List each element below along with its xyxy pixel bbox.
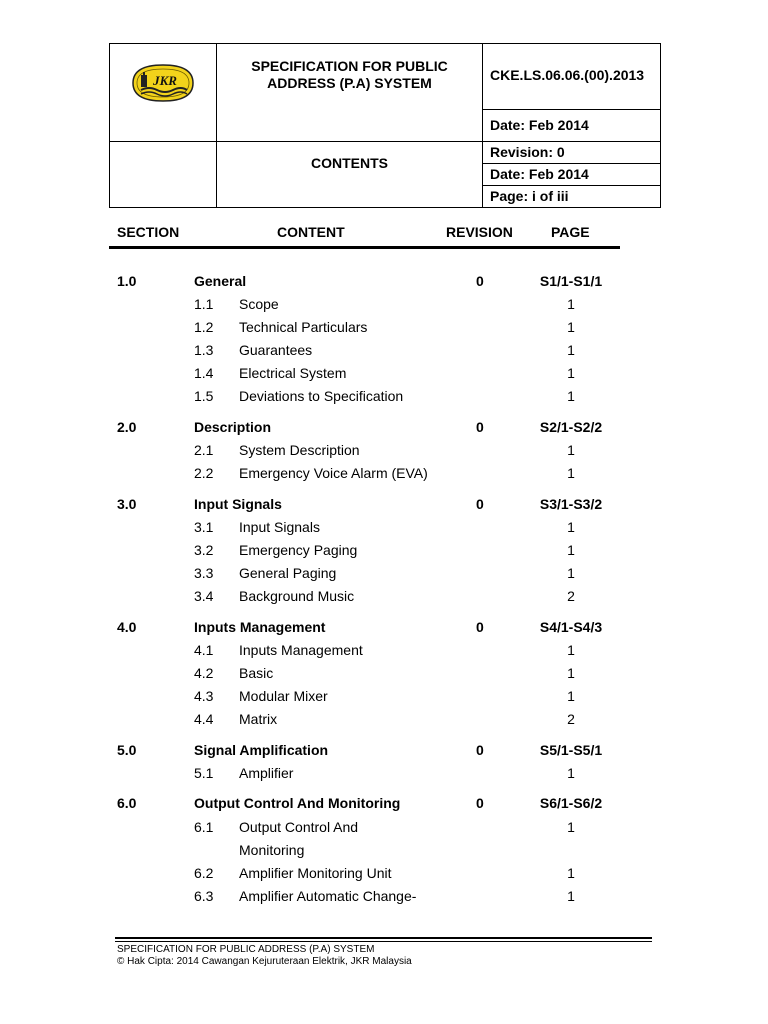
- item-title: Output Control And: [239, 819, 359, 835]
- section-number: 3.0: [117, 496, 137, 512]
- item-page: 1: [567, 688, 575, 704]
- section-title: Inputs Management: [194, 619, 326, 635]
- item-title: General Paging: [239, 565, 337, 581]
- item-page: 2: [567, 711, 575, 727]
- section-revision: 0: [476, 619, 484, 635]
- item-number: 1.3: [194, 342, 214, 358]
- section-page: S2/1-S2/2: [539, 419, 603, 435]
- section-page: S1/1-S1/1: [539, 273, 603, 289]
- section-number: 2.0: [117, 419, 137, 435]
- section-number: 4.0: [117, 619, 137, 635]
- item-title: Deviations to Specification: [239, 388, 404, 404]
- item-page: 1: [567, 342, 575, 358]
- item-page: 1: [567, 819, 575, 835]
- contents-label: CONTENTS: [311, 155, 388, 171]
- section-revision: 0: [476, 742, 484, 758]
- logo-text: JKR: [153, 73, 177, 88]
- item-number: 3.2: [194, 542, 214, 558]
- section-title: General: [194, 273, 247, 289]
- item-page: 1: [567, 888, 575, 904]
- item-number: 1.1: [194, 296, 214, 312]
- section-page: S5/1-S5/1: [539, 742, 603, 758]
- item-number: 2.2: [194, 465, 214, 481]
- header-divider: [482, 163, 660, 164]
- item-page: 1: [567, 542, 575, 558]
- item-number: 3.4: [194, 588, 214, 604]
- column-header-revision: REVISION: [446, 224, 513, 240]
- title-line: ADDRESS (P.A) SYSTEM: [267, 75, 432, 91]
- header-divider: [110, 141, 660, 142]
- item-page: 1: [567, 319, 575, 335]
- item-page: 1: [567, 565, 575, 581]
- section-title: Signal Amplification: [194, 742, 329, 758]
- footer-rule: [115, 941, 652, 942]
- page-label: Page: i of iii: [490, 188, 569, 204]
- item-number: 4.3: [194, 688, 214, 704]
- section-page: S3/1-S3/2: [539, 496, 603, 512]
- section-page: S4/1-S4/3: [539, 619, 603, 635]
- item-number: 6.3: [194, 888, 214, 904]
- item-title: Emergency Voice Alarm (EVA): [239, 465, 428, 481]
- item-page: 1: [567, 365, 575, 381]
- item-number: 4.4: [194, 711, 214, 727]
- item-number: 3.3: [194, 565, 214, 581]
- footer-rule: [115, 937, 652, 939]
- item-title: Background Music: [239, 588, 355, 604]
- section-title: Input Signals: [194, 496, 282, 512]
- item-title-continued: Monitoring: [239, 842, 305, 858]
- date-label: Date: Feb 2014: [490, 166, 589, 182]
- section-revision: 0: [476, 795, 484, 811]
- item-number: 1.4: [194, 365, 214, 381]
- item-page: 2: [567, 588, 575, 604]
- footer-copyright: © Hak Cipta: 2014 Cawangan Kejuruteraan Elektrik, JKR Malaysia: [117, 956, 412, 967]
- item-number: 4.1: [194, 642, 214, 658]
- item-number: 4.2: [194, 665, 214, 681]
- header-divider: [482, 109, 660, 110]
- item-title: Amplifier Monitoring Unit: [239, 865, 392, 881]
- document-code: CKE.LS.06.06.(00).2013: [490, 67, 645, 83]
- header-divider: [482, 185, 660, 186]
- item-title: Amplifier: [239, 765, 294, 781]
- item-title: Amplifier Automatic Change-: [239, 888, 417, 904]
- item-page: 1: [567, 296, 575, 312]
- item-title: Scope: [239, 296, 279, 312]
- item-page: 1: [567, 665, 575, 681]
- document-title: [217, 58, 482, 92]
- item-page: 1: [567, 519, 575, 535]
- section-number: 1.0: [117, 273, 137, 289]
- item-page: 1: [567, 642, 575, 658]
- section-number: 5.0: [117, 742, 137, 758]
- item-number: 1.2: [194, 319, 214, 335]
- column-header-content: CONTENT: [277, 224, 345, 240]
- header-divider: [482, 44, 483, 207]
- section-page: S6/1-S6/2: [539, 795, 603, 811]
- title-line: SPECIFICATION FOR PUBLIC: [251, 58, 448, 74]
- footer-title: SPECIFICATION FOR PUBLIC ADDRESS (P.A) SYSTEM: [117, 944, 375, 955]
- item-title: Emergency Paging: [239, 542, 358, 558]
- item-title: System Description: [239, 442, 360, 458]
- item-number: 1.5: [194, 388, 214, 404]
- jkr-logo: [129, 61, 197, 105]
- section-revision: 0: [476, 273, 484, 289]
- document-header-table: [109, 43, 661, 208]
- column-header-section: SECTION: [117, 224, 180, 240]
- item-page: 1: [567, 388, 575, 404]
- item-title: Matrix: [239, 711, 278, 727]
- item-number: 2.1: [194, 442, 214, 458]
- item-title: Electrical System: [239, 365, 347, 381]
- item-page: 1: [567, 465, 575, 481]
- item-title: Inputs Management: [239, 642, 363, 658]
- section-revision: 0: [476, 419, 484, 435]
- item-number: 6.2: [194, 865, 214, 881]
- header-date-top: Date: Feb 2014: [490, 117, 589, 133]
- item-title: Modular Mixer: [239, 688, 328, 704]
- item-number: 6.1: [194, 819, 214, 835]
- section-number: 6.0: [117, 795, 137, 811]
- section-revision: 0: [476, 496, 484, 512]
- item-page: 1: [567, 865, 575, 881]
- item-title: Basic: [239, 665, 274, 681]
- column-header-page: PAGE: [551, 224, 590, 240]
- revision-label: Revision: 0: [490, 144, 565, 160]
- section-title: Output Control And Monitoring: [194, 795, 401, 811]
- item-number: 5.1: [194, 765, 214, 781]
- item-title: Technical Particulars: [239, 319, 368, 335]
- column-header-rule: [109, 246, 620, 249]
- item-page: 1: [567, 442, 575, 458]
- item-title: Input Signals: [239, 519, 320, 535]
- section-title: Description: [194, 419, 272, 435]
- item-page: 1: [567, 765, 575, 781]
- item-number: 3.1: [194, 519, 214, 535]
- item-title: Guarantees: [239, 342, 313, 358]
